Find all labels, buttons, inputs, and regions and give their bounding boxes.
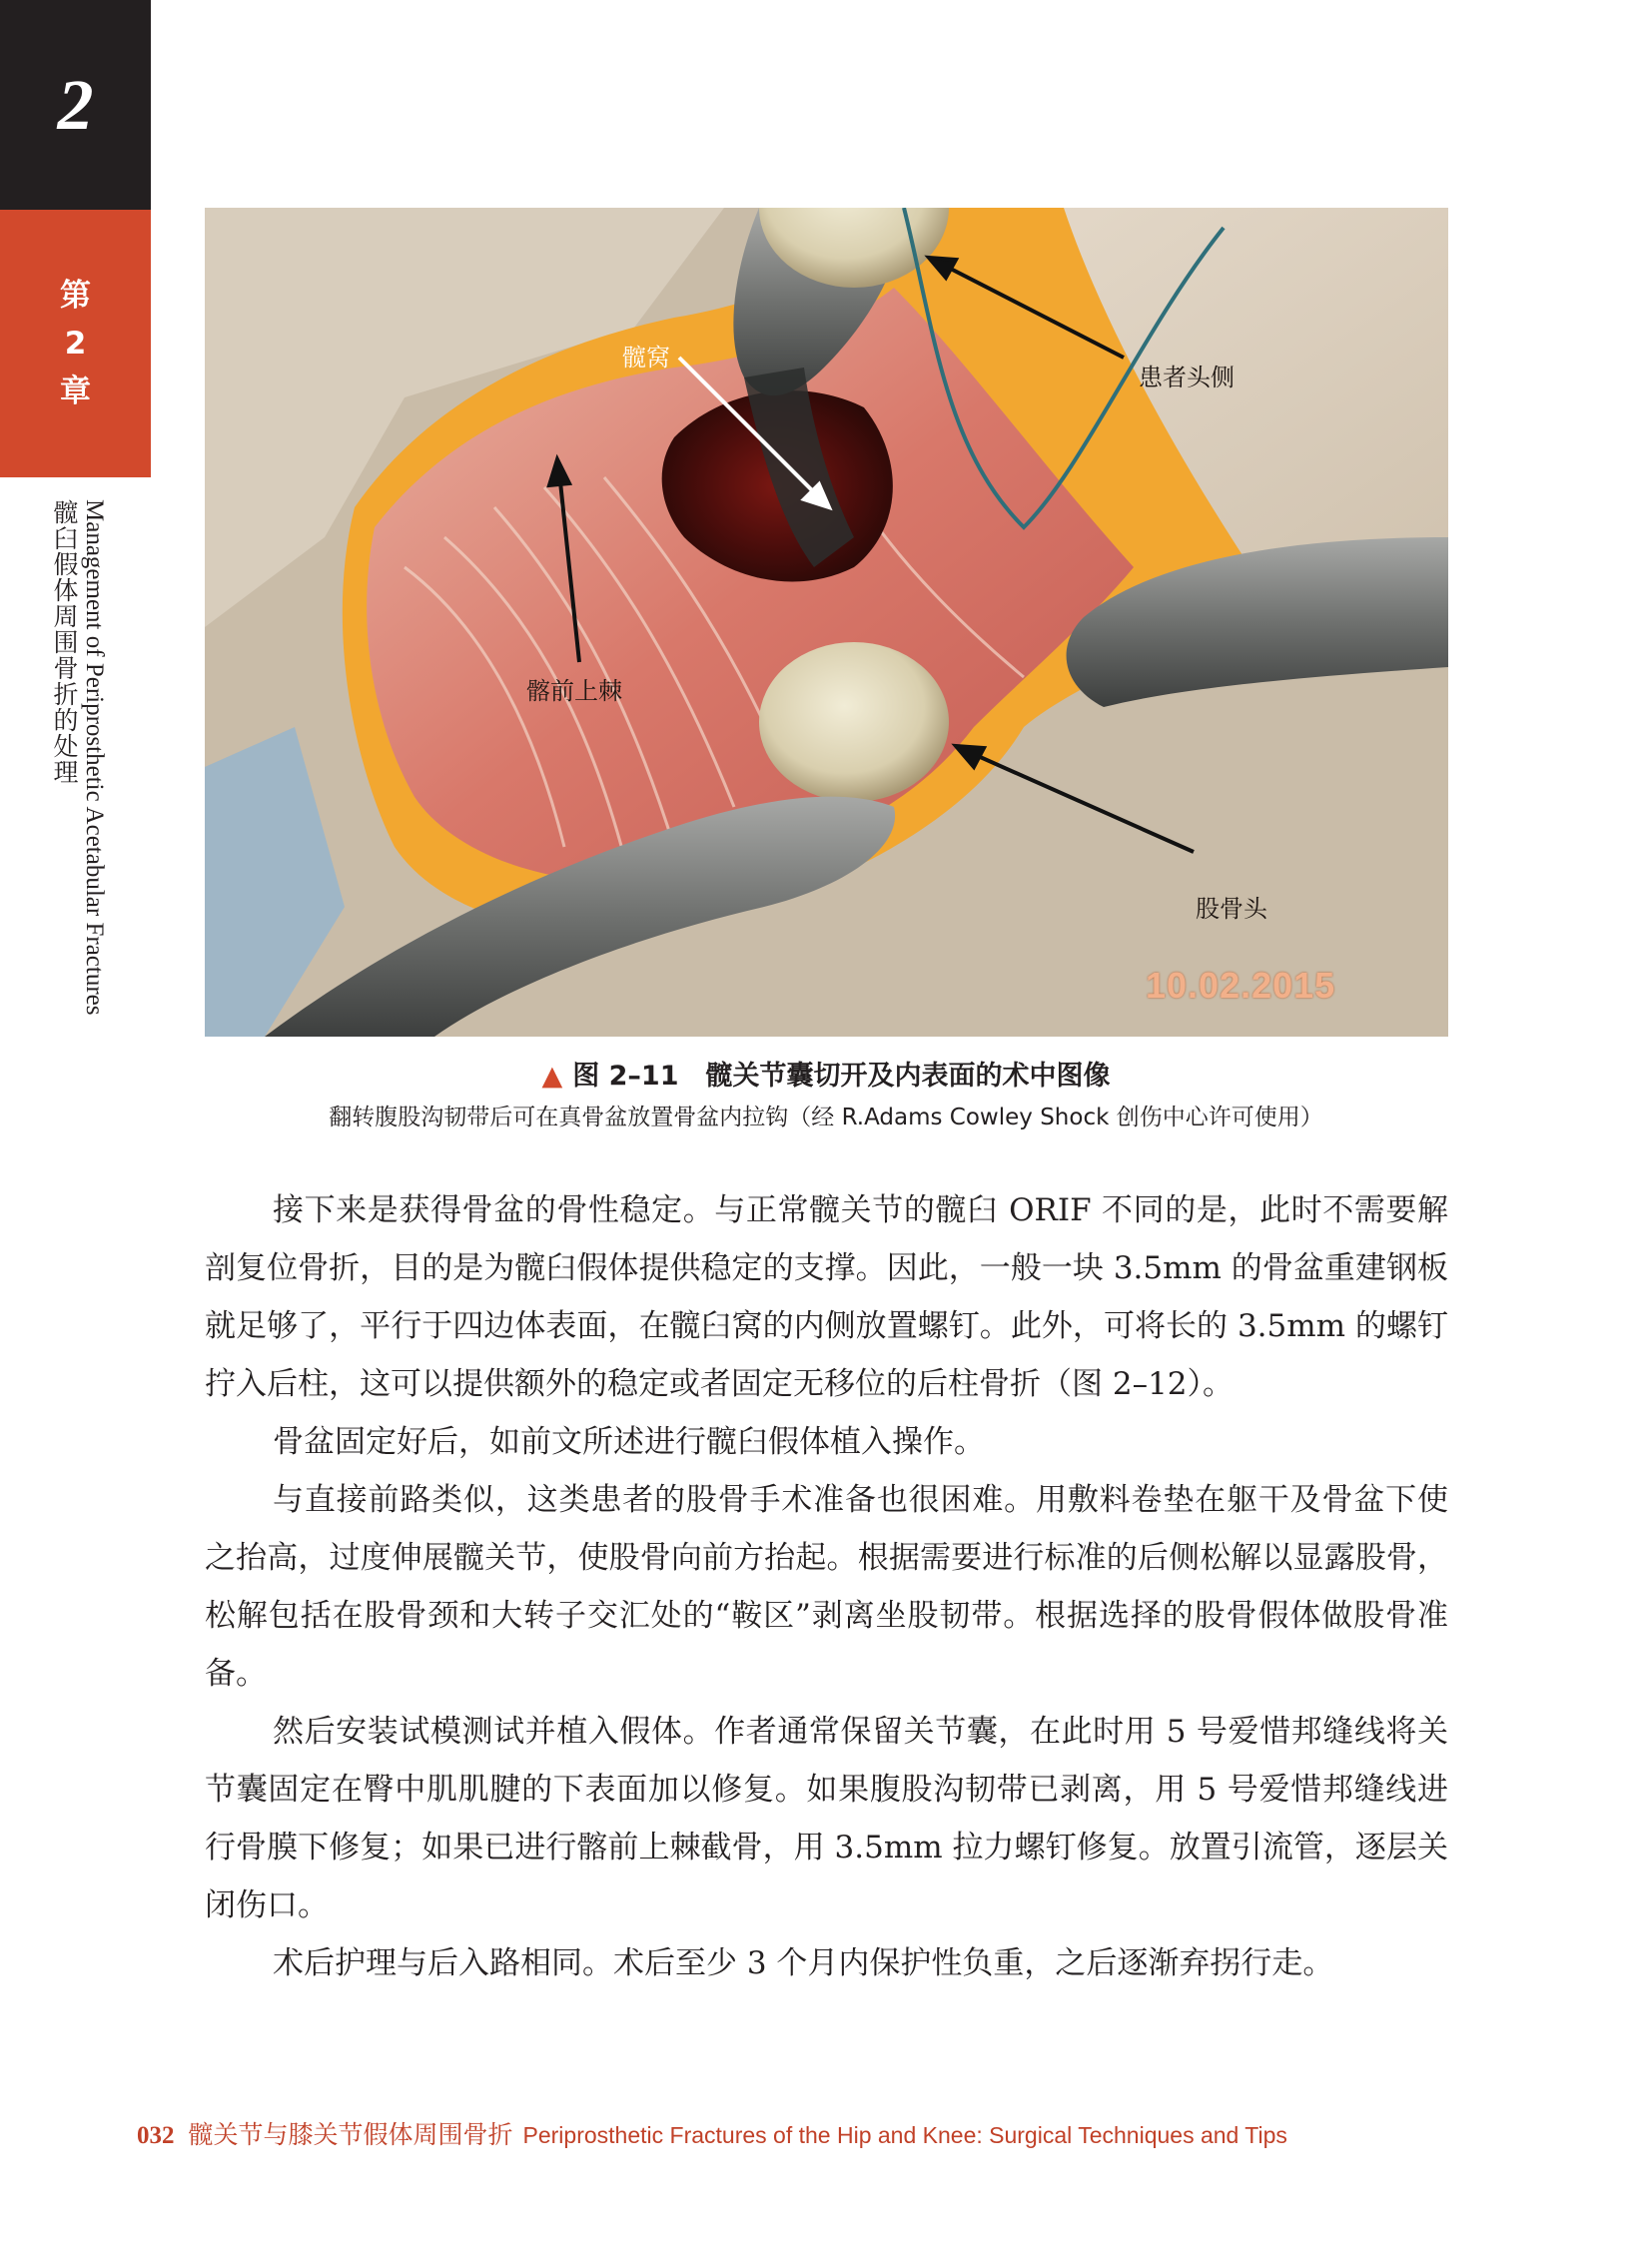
page-number: 032 [137,2122,175,2149]
book-title-cn: 髋关节与膝关节假体周围骨折 [188,2120,513,2149]
chapter-title-en: Management of Periprosthetic Acetabular Fractures [81,499,108,1016]
caption-title-text: 图 2–11 髋关节囊切开及内表面的术中图像 [572,1061,1111,1092]
photo-date-stamp: 10.02.2015 [1146,965,1336,1006]
chapter-label-tab [0,210,151,477]
label-femoral-head: 股骨头 [1196,895,1267,923]
chapter-label-char: 章 [60,374,91,409]
caption-triangle-icon: ▲ [541,1061,563,1092]
paragraph: 与直接前路类似，这类患者的股骨手术准备也很困难。用敷料卷垫在躯干及骨盆下使之抬高，过度伸展髋关节，使股骨向前方抬起。根据需要进行标准的后侧松解以显露股骨，松解包括在股骨颈和大转子交汇处的“鞍区”剥离坐股韧带。根据选择的股骨假体做股骨准备。 [205,1482,1448,1692]
label-acetabular-fossa: 髋窝 [622,344,670,372]
chapter-number: 2 [57,65,94,145]
book-title-en: Periprosthetic Fractures of the Hip and Knee: Surgical Techniques and Tips [522,2122,1287,2148]
paragraph: 然后安装试模测试并植入假体。作者通常保留关节囊，在此时用 5 号爱惜邦缝线将关节囊固定在臀中肌肌腱的下表面加以修复。如果腹股沟韧带已剥离，用 5 号爱惜邦缝线进行骨膜下修复；如果已进行髂前上棘截骨，用 3.5mm 拉力螺钉修复。放置引流管，逐层关闭伤口。 [205,1714,1448,1923]
chapter-title-cn: 髋臼假体周围骨折的处理 [50,499,79,785]
paragraph: 骨盆固定好后，如前文所述进行髋臼假体植入操作。 [273,1424,985,1460]
figure-caption-title [0,1054,1652,1093]
chapter-number-tab [0,0,151,210]
label-asis: 髂前上棘 [526,677,622,705]
chapter-label-char: 2 [64,326,87,362]
page-footer [137,2115,1287,2151]
label-patient-head-side: 患者头侧 [1139,364,1235,391]
paragraph: 术后护理与后入路相同。术后至少 3 个月内保护性负重，之后逐渐弃拐行走。 [273,1945,1334,1981]
intraoperative-photo [205,208,1448,1037]
figure-caption-subtitle: 翻转腹股沟韧带后可在真骨盆放置骨盆内拉钩（经 R.Adams Cowley Shock 创伤中心许可使用） [329,1105,1323,1130]
chapter-label-char: 第 [60,278,91,314]
body-text [205,1181,1448,1992]
paragraph: 接下来是获得骨盆的骨性稳定。与正常髋关节的髋臼 ORIF 不同的是，此时不需要解剖复位骨折，目的是为髋臼假体提供稳定的支撑。因此，一般一块 3.5mm 的骨盆重建钢板就足够了，平行于四边体表面，在髋臼窝的内侧放置螺钉。此外，可将长的 3.5mm 的螺钉拧入后柱，这可以提供额外的稳定或者固定无移位的后柱骨折（图 2–12）。 [205,1192,1448,1402]
